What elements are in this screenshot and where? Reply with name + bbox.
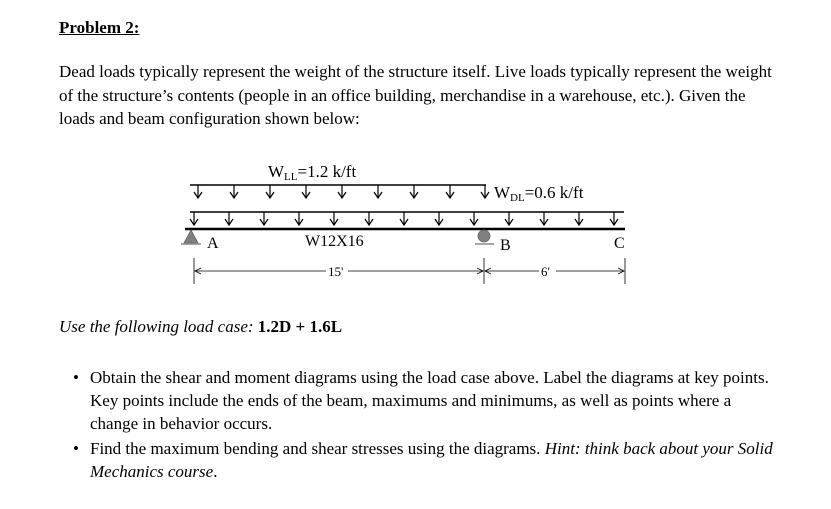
bullet-icon: • (73, 439, 79, 458)
span-ab-label: 15' (328, 264, 344, 279)
list-item (73, 366, 773, 435)
list-item (73, 437, 773, 483)
dead-load-label: WDL=0.6 k/ft (494, 183, 584, 204)
bullet-icon: • (73, 368, 79, 387)
pin-support-a (181, 230, 201, 244)
task-2-text: Find the maximum bending and shear stresses using the diagrams. (90, 439, 545, 458)
problem-title: Problem 2: (59, 18, 140, 37)
dimension-lines (194, 258, 625, 284)
load-case (59, 317, 342, 337)
live-load-label: WLL=1.2 k/ft (268, 162, 357, 183)
task-2-hint: Hint: think back about your Solid Mechanics course (90, 439, 773, 481)
support-b-label: B (500, 237, 511, 254)
task-1-text: Obtain the shear and moment diagrams using the load case above. Label the diagrams at key points. Key points include the ends of the beam, maximums and minimums, as well as points where a change in behavior occurs. (90, 368, 769, 433)
point-c-label: C (614, 235, 625, 252)
live-load-arrows (194, 185, 489, 198)
span-bc-label: 6' (541, 264, 550, 279)
load-case-label: Use the following load case: (59, 317, 254, 336)
task-list (73, 366, 773, 485)
support-a-label: A (207, 235, 219, 252)
task-2-end: . (213, 462, 218, 481)
roller-support-b (475, 230, 494, 244)
beam-section-label: W12X16 (305, 233, 364, 250)
intro-text: Dead loads typically represent the weight of the structure itself. Live loads typically represent the weight of the structure’s contents (people in an office building, merchandise in a warehouse, etc.). Given the loads and beam configuration shown below: (59, 62, 772, 128)
dead-load-arrows (190, 212, 618, 225)
load-case-value: 1.2D + 1.6L (257, 317, 343, 336)
